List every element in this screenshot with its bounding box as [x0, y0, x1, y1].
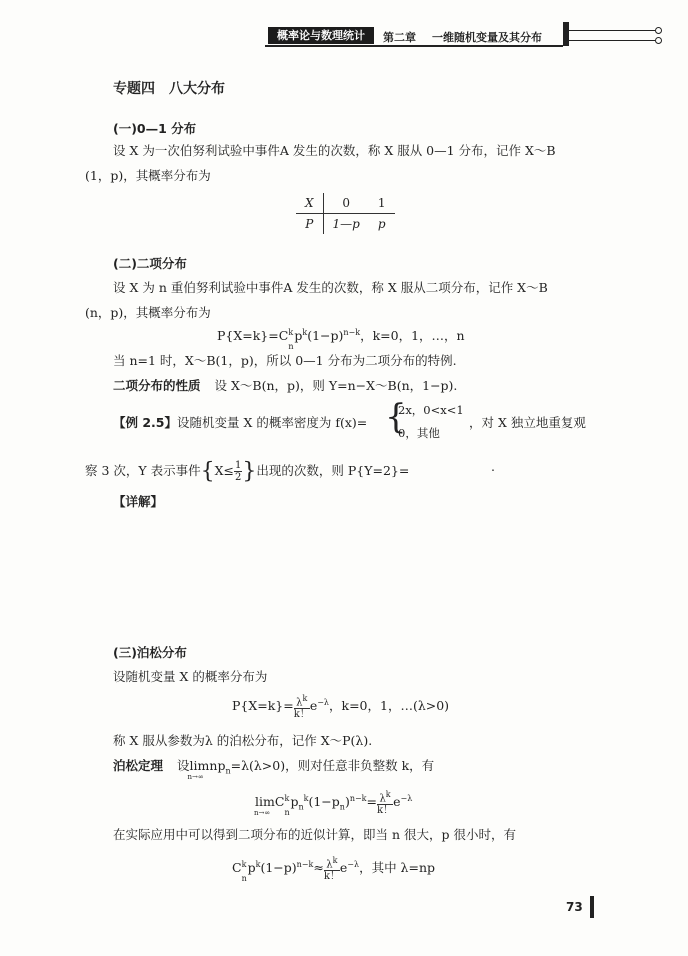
page-number-bar: [590, 896, 594, 918]
example-line1: 【例 2.5】设随机变量 X 的概率密度为 f(x)=: [113, 415, 368, 430]
poisson-line3: 在实际应用中可以得到二项分布的近似计算，即当 n 很大，p 很小时，有: [113, 827, 516, 842]
answer-label: 【详解】: [113, 494, 164, 509]
binomial-line2: (n，p)，其概率分布为: [85, 305, 211, 320]
piecewise-brace: {: [385, 397, 407, 437]
bernoulli-line1: 设 X 为一次伯努利试验中事件A 发生的次数，称 X 服从 0—1 分布，记作 X～B: [113, 143, 556, 158]
binomial-line1: 设 X 为 n 重伯努利试验中事件A 发生的次数，称 X 服从二项分布，记作 X～B: [113, 280, 548, 295]
header-book-title: 概率论与数理统计: [268, 27, 374, 44]
header-rule: [265, 45, 563, 47]
piecewise-case2: 0，其他: [398, 426, 440, 440]
binomial-formula: P{X=k}=C k n $p^k(1-p)^{n-k}$，k=0，1，…，n: [217, 327, 465, 351]
poisson-theorem: 泊松定理 设lim n→∞ $np_n=\lambda(\lambda>0)$，则对任意非负整数 k，有: [113, 758, 435, 781]
example-blank-end: .: [491, 459, 495, 474]
example-line1-end: ，对 X 独立地重复观: [469, 415, 586, 430]
bernoulli-heading: (一)0—1 分布: [113, 121, 197, 136]
page-number: 73: [566, 900, 583, 914]
binomial-heading: (二)二项分布: [113, 256, 187, 271]
table-cell: 1: [369, 193, 395, 214]
binomial-property: 二项分布的性质 设 X～B(n，p)，则 Y=n−X～B(n，1−p).: [113, 378, 458, 393]
poisson-approx-formula: C k n $p^k(1-p)^{n-k}\approx$ $\frac{\lambda^k}{k!}$ $e^{-\lambda}$，其中 λ=np: [232, 856, 435, 884]
poisson-limit-formula: lim n→∞ C k n $p_n^k(1-p_n)^{n-k}=$ $\frac{\lambda^k}{k!}$ $e^{-\lambda}$: [254, 790, 413, 818]
section-title: 专题四 八大分布: [113, 81, 225, 97]
table-cell: p: [377, 217, 386, 231]
poisson-line1: 设随机变量 X 的概率分布为: [113, 669, 268, 684]
header-deco-line: [569, 40, 655, 41]
table-cell: 1—p: [332, 217, 360, 231]
bernoulli-line2: (1，p)，其概率分布为: [85, 168, 211, 183]
example-line2: 察 3 次，Y 表示事件{X≤ $\frac{1}{2}$ }出现的次数，则 P{Y=2}=: [85, 459, 410, 484]
binomial-line3: 当 n=1 时，X～B(1，p)，所以 0—1 分布为二项分布的特例.: [113, 353, 457, 368]
piecewise-case1: 2x，0<x<1: [398, 403, 464, 417]
poisson-line2: 称 X 服从参数为λ 的泊松分布，记作 X～P(λ).: [113, 733, 373, 748]
fraction-half: $\frac{1}{2}$: [235, 460, 242, 483]
table-cell: P: [296, 214, 323, 235]
header-deco-dot: [655, 37, 662, 44]
table-cell: 0: [323, 193, 369, 214]
header-deco-dot: [655, 27, 662, 34]
bernoulli-table: [296, 193, 395, 234]
poisson-formula: P{X=k}= $\frac{\lambda^k}{k!}$ $e^{-\lambda}$，k=0，1，…(λ>0): [232, 694, 450, 721]
header-bar: [563, 22, 569, 46]
header-chapter-title: 一维随机变量及其分布: [432, 31, 542, 44]
header-chapter: 第二章: [383, 31, 416, 44]
header-deco-line: [569, 30, 655, 31]
table-cell: X: [296, 193, 323, 214]
poisson-heading: (三)泊松分布: [113, 645, 187, 660]
